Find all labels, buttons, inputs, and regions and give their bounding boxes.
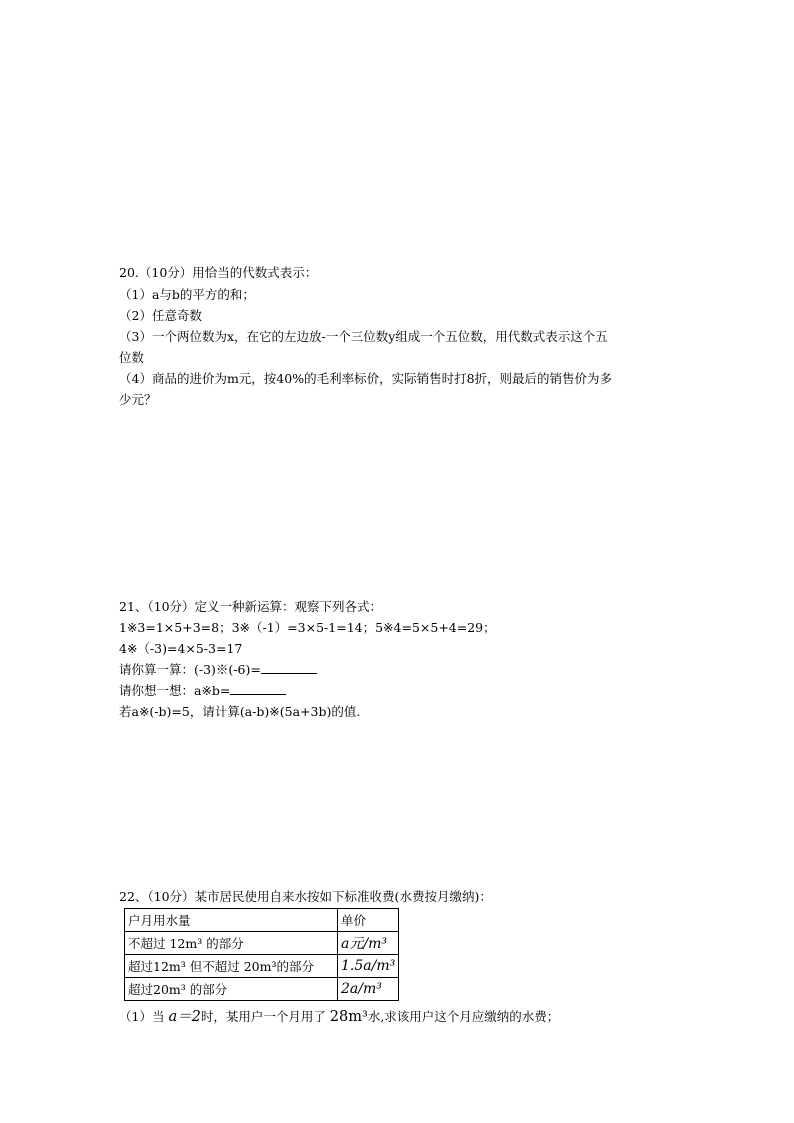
q21-ask-compute-text: 请你算一算：(-3)※(-6)= xyxy=(119,662,261,677)
answer-blank-2[interactable] xyxy=(230,682,286,695)
q20-part-1: （1）a与b的平方的和； xyxy=(119,287,255,302)
q22-part-1 xyxy=(119,1008,559,1026)
table-row xyxy=(125,955,399,978)
table-row xyxy=(125,932,399,955)
table-header-price: 单价 xyxy=(338,909,399,932)
q21-ask-evaluate: 若a※(-b)=5，请计算(a-b)※(5a+3b)的值. xyxy=(119,704,361,719)
table-cell-usage: 超过20m³ 的部分 xyxy=(125,978,338,1001)
answer-blank-1[interactable] xyxy=(261,661,317,674)
table-cell-price: 2a/m³ xyxy=(338,978,399,1001)
q20-part-4-line1: （4）商品的进价为m元，按40%的毛利率标价，实际销售时打8折，则最后的销售价为多 xyxy=(119,371,613,386)
q21-ask-compute xyxy=(119,661,317,679)
table-cell-usage: 不超过 12m³ 的部分 xyxy=(125,932,338,955)
q21-ask-general-text: 请你想一想：a※b= xyxy=(119,683,231,698)
table-row xyxy=(125,978,399,1001)
q22-part-1-prefix: （1）当 xyxy=(119,1009,169,1024)
q20-part-4-line2: 少元？ xyxy=(119,392,157,407)
q21-examples-line1: 1※3=1×5+3=8；3※（-1）=3×5-1=14；5※4=5×5+4=29； xyxy=(119,620,496,635)
q22-part-1-mid: 时，某用户一个月用了 xyxy=(200,1009,330,1024)
table-cell-price: 1.5a/m³ xyxy=(338,955,399,978)
water-fee-table xyxy=(124,908,399,1001)
q20-part-3-line2: 位数 xyxy=(119,350,145,365)
q21-ask-general xyxy=(119,682,286,700)
q20-part-3-line1: （3）一个两位数为x，在它的左边放-一个三位数y组成一个五位数，用代数式表示这个五 xyxy=(119,329,608,344)
table-cell-price: a元/m³ xyxy=(338,932,399,955)
q22-part-1-amount: 28m³ xyxy=(329,1009,368,1025)
q22-part-1-condition: a＝2 xyxy=(168,1009,201,1025)
table-header-row xyxy=(125,909,399,932)
q22-part-1-suffix: 水,求该用户这个月应缴纳的水费； xyxy=(367,1009,560,1024)
q21-title: 21、（10分）定义一种新运算：观察下列各式： xyxy=(119,599,383,614)
q20-part-2: （2）任意奇数 xyxy=(119,308,202,323)
table-cell-usage: 超过12m³ 但不超过 20m³的部分 xyxy=(125,955,338,978)
table-header-usage: 户月用水量 xyxy=(125,909,338,932)
q21-examples-line2: 4※（-3)=4×5-3=17 xyxy=(119,641,243,656)
q20-title: 20.（10分）用恰当的代数式表示： xyxy=(119,265,318,280)
q22-title: 22、（10分）某市居民使用自来水按如下标准收费(水费按月缴纳)： xyxy=(119,889,492,904)
